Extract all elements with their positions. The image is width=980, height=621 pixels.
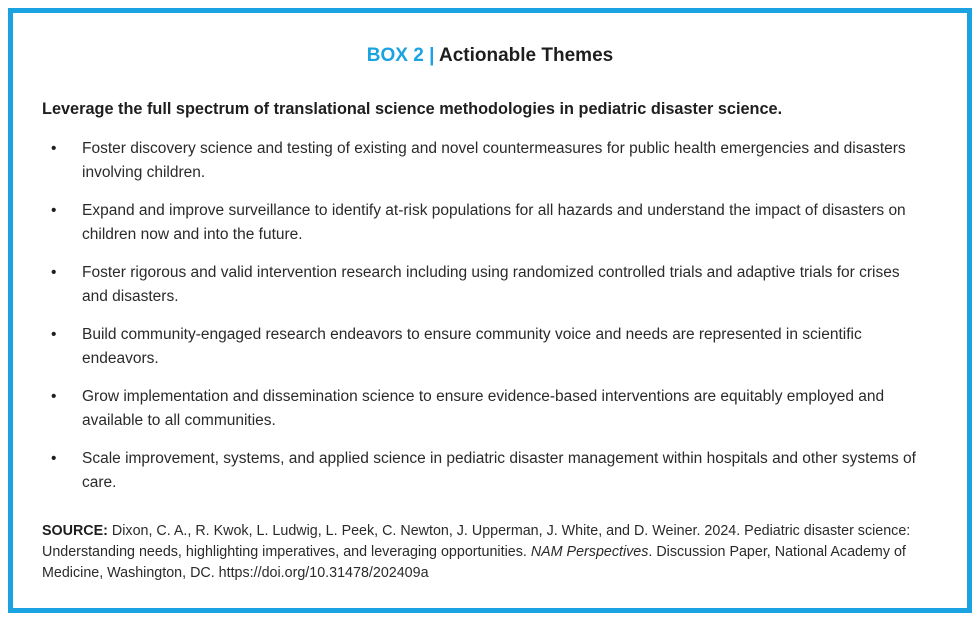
list-item	[42, 447, 922, 495]
bullet-icon: •	[51, 140, 57, 157]
list-item	[42, 385, 922, 433]
bullet-icon: •	[51, 264, 57, 281]
source-journal: NAM Perspectives	[530, 544, 649, 560]
list-item	[42, 323, 922, 371]
source-citation	[42, 521, 952, 584]
list-item-text: Grow implementation and dissemination science to ensure evidence-based interventions are equitably employed and available to all communities.	[82, 388, 885, 429]
source-text: Dixon, C. A., R. Kwok, L. Ludwig, L. Peek, C. Newton, J. Upperman, J. White, and D. Weiner. 2024. Pediatric disaster science: Understanding needs, highlighting imperatives, and leveraging opportunities.	[42, 523, 911, 560]
list-item-text: Scale improvement, systems, and applied science in pediatric disaster management within hospitals and other systems of care.	[82, 450, 916, 491]
box-title	[13, 45, 967, 67]
list-item-text: Build community-engaged research endeavors to ensure community voice and needs are represented in scientific endeavors.	[82, 326, 862, 367]
bullet-icon: •	[51, 326, 57, 343]
box-frame	[8, 8, 972, 613]
section-heading: Leverage the full spectrum of translational science methodologies in pediatric disaster science.	[42, 100, 783, 118]
theme-list	[42, 137, 922, 509]
list-item-text: Expand and improve surveillance to identify at-risk populations for all hazards and understand the impact of disasters on children now and into the future.	[82, 202, 906, 243]
box-separator: |	[429, 45, 435, 66]
bullet-icon: •	[51, 202, 57, 219]
box-name: Actionable Themes	[439, 45, 614, 66]
list-item-text: Foster rigorous and valid intervention research including using randomized controlled trials and adaptive trials for crises and disasters.	[82, 264, 900, 305]
list-item	[42, 261, 922, 309]
list-item-text: Foster discovery science and testing of existing and novel countermeasures for public health emergencies and disasters involving children.	[82, 140, 906, 181]
list-item	[42, 137, 922, 185]
box-label: BOX 2	[366, 45, 424, 66]
source-label: SOURCE:	[42, 523, 108, 539]
bullet-icon: •	[51, 388, 57, 405]
list-item	[42, 199, 922, 247]
bullet-icon: •	[51, 450, 57, 467]
source-text-after: . Discussion Paper, National Academy of Medicine, Washington, DC. https://doi.org/10.31478/202409a	[42, 544, 906, 581]
